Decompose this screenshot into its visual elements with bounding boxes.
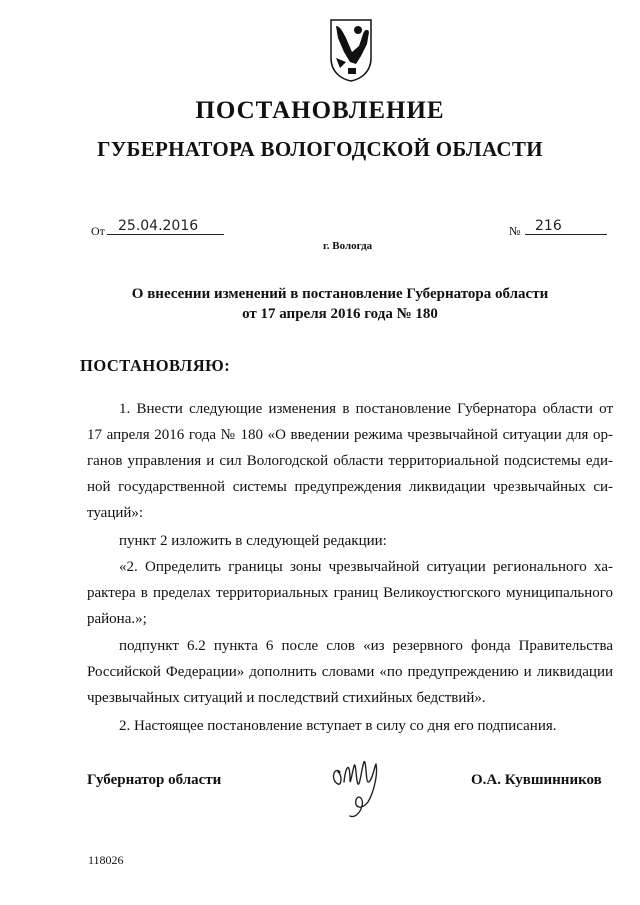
subject-line: О внесении изменений в постановление Губернатора области: [131, 286, 549, 302]
signatory-name: О.А. Кувшинников: [471, 772, 602, 788]
text-line: пункт 2 изложить в следующей редакции:: [119, 533, 387, 549]
text-line: рактера в пределах территориальных границ Великоустюгского муниципального: [87, 585, 613, 601]
text-line: 2. Настоящее постановление вступает в силу со дня его подписания.: [119, 718, 557, 734]
signatory-position: Губернатор области: [87, 772, 222, 788]
document-code: 118026: [88, 853, 124, 867]
document-title: ПОСТАНОВЛЕНИЕ: [195, 97, 445, 124]
vologda-coat-of-arms-icon: [328, 18, 374, 82]
document-date: 25.04.2016: [118, 218, 199, 234]
text-line: Российской Федерации» дополнить словами «по предупреждению и ликвидации: [87, 664, 613, 680]
date-prefix: От: [91, 224, 105, 238]
text-line: 17 апреля 2016 года № 180 «О введении режима чрезвычайной ситуации для ор-: [87, 427, 613, 443]
text-line: района.»;: [87, 611, 147, 627]
text-line: чрезвычайных ситуаций и последствий стихийных бедствий».: [87, 690, 486, 706]
subject-line: от 17 апреля 2016 года № 180: [242, 306, 438, 322]
text-line: туаций»:: [87, 505, 144, 521]
text-line: ганов управления и сил Вологодской области территориальной подсистемы еди-: [87, 453, 613, 469]
number-underline: [525, 234, 607, 235]
resolve-heading: ПОСТАНОВЛЯЮ:: [80, 356, 231, 375]
text-line: 1. Внести следующие изменения в постановление Губернатора области от: [119, 401, 613, 417]
text-line: подпункт 6.2 пункта 6 после слов «из резервного фонда Правительства: [119, 638, 613, 654]
handwritten-signature: [328, 752, 388, 822]
city-label: г. Вологда: [323, 240, 373, 252]
paragraph-3: [87, 554, 613, 632]
date-underline: [107, 234, 224, 235]
document-subject: [60, 284, 620, 324]
paragraph-5: [87, 713, 613, 739]
paragraph-2: [87, 528, 613, 554]
paragraph-1: [87, 396, 613, 526]
document-subtitle: ГУБЕРНАТОРА ВОЛОГОДСКОЙ ОБЛАСТИ: [97, 137, 543, 161]
text-line: ной государственной системы предупреждения ликвидации чрезвычайных си-: [87, 479, 613, 495]
text-line: «2. Определить границы зоны чрезвычайной ситуации регионального ха-: [119, 559, 613, 575]
paragraph-4: [87, 633, 613, 711]
document-number: 216: [535, 218, 562, 234]
number-prefix: №: [509, 224, 521, 238]
